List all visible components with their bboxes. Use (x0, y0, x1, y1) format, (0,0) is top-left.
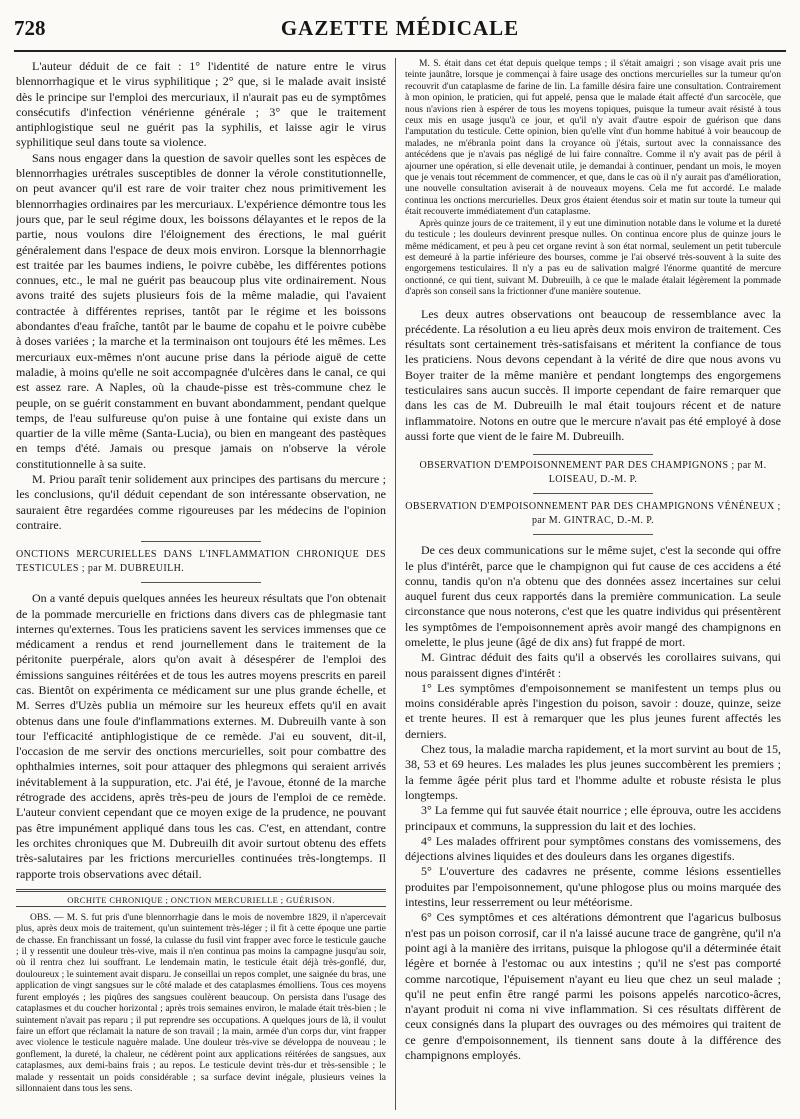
section-heading: OBSERVATION D'EMPOISONNEMENT PAR DES CHAMPIGNONS VÉNÉNEUX ; par M. GINTRAC, D.-M. P. (405, 501, 781, 527)
paragraph: L'auteur déduit de ce fait : 1° l'identité de nature entre le virus blennorrhagique et le virus syphilitique ; 2° que, si le malade avait insisté dès le principe sur l'emploi des mercuriaux, il n'aurait pas eu de symptômes consécutifs d'infection vénérienne générale ; 3° que le traitement antiphlogistique seul ne guérit pas la syphilis, et laisse agir le virus syphilitique seul dans toute sa violence. (16, 59, 386, 150)
section-rule (141, 541, 261, 542)
page-number: 728 (14, 16, 46, 40)
paragraph: 3° La femme qui fut sauvée était nourrice ; elle éprouva, outre les accidens principaux et communs, la suppression du lait et des lochies. (405, 803, 781, 833)
section-rule (533, 493, 653, 494)
paragraph: Les deux autres observations ont beaucoup de ressemblance avec la précédente. La résolution a eu lieu après deux mois environ de traitement. Ces résultats sont certainement très-satisfaisans et méritent la confiance de tous les praticiens. Nous devons cependant à la vérité de dire que nous avons vu Boyer traiter de la même manière et pendant longtemps des engorgemens testiculaires sans aucun succès. Il importe cependant de faire remarquer que dans les cas de M. Dubreuilh le mal était toujours récent et de nature inflammatoire. Notons en outre que le mercure n'avait pas été employé à dose aussi forte que vient de le faire M. Dubreuilh. (405, 306, 781, 443)
column-divider (395, 58, 396, 1110)
paragraph: Après quinze jours de ce traitement, il y eut une diminution notable dans le volume et la dureté du testicule ; les douleurs devinrent presque nulles. On continua encore plus de quinze jours le même médicament, et peu à peu cet organe revint à son état normal, seulement un petit tubercule est demeuré à la partie inférieure des bourses, comme je l'ai observé très-souvent à la suite des engorgemens testiculaires. Il n'y a pas eu de salivation malgré l'énorme quantité de mercure onctionné, ce qui tient, suivant M. Dubreuilh, à ce que le malade étalait légèrement la pommade d'après son conseil sans la frictionner d'une manière soutenue. (405, 218, 781, 298)
paragraph: De ces deux communications sur le même sujet, c'est la seconde qui offre le plus d'intérêt, parce que le champignon qui fut cause de ces accidens a été connu, tandis qu'on n'a obtenu que des données assez incertaines sur celui auquel furent dus ceux rapportés dans la première communication. La seule circonstance que nous noterons, c'est que les quatre individus qui présentèrent les symptômes de l'empoisonnement après avoir mangé des champignons en omelette, le plus jeune (âgé de dix ans) fut frappé de mort. (405, 543, 781, 649)
right-body-bottom (405, 543, 781, 1063)
left-body-top (16, 59, 386, 533)
paragraph: M. S. était dans cet état depuis quelque temps ; il s'était amaigri ; son visage avait pris une teinte jaunâtre, lorsque je commençai à faire usage des onctions mercurielles sur la tumeur qu'on recouvrit d'un cataplasme de farine de lin. La famille désira faire une consultation. Contrairement à mon opinion, le praticien, qui fut appelé, pensa que le malade était affecté d'un sarcocèle, que nous n'avions rien à espérer de tous les moyens topiques, puisque la tumeur avait résisté à tous ceux mis en usage jusqu'à ce jour, et qu'il n'y avait d'autre espoir de guérison que dans l'amputation du testicule. Cette opinion, bien qu'elle vînt d'un homme habitué à voir beaucoup de malades, ne m'ébranla point dans la croyance où j'étais, surtout avec la connaissance des antécédens que je n'avais pas négligé de lui faire connaître. Comme il n'y avait pas de péril à ajourner une opération, si elle devenait utile, je demandai à continuer, pendant un mois, le moyen que je venais tout récemment de commencer, et que, dans le cas où il n'y aurait pas d'amélioration, une nouvelle consultation aviserait à de nouveaux moyens. Cela me fut accordé. Le malade continua les onctions mercurielles. Deux gros étaient étendus soir et matin sur toute la tumeur qui était recouverte immédiatement d'un cataplasme. (405, 59, 781, 218)
left-body-bottom (16, 591, 386, 882)
paragraph: M. Priou paraît tenir solidement aux principes des partisans du mercure ; les conclusions, qu'il déduit cependant de son intéressante observation, ne sauraient être regardées comme rigoureuses par les médecins de l'opinion contraire. (16, 472, 386, 532)
paragraph: 6° Ces symptômes et ces altérations démontrent que l'agaricus bulbosus n'est pas un poison corrosif, car il n'a laissé aucune trace de gangrène, qu'il n'a point agi à la manière des irritans, puisque la phlogose qu'il a déterminée était légère et bornée à l'estomac ou aux intestins ; qu'il ne s'est pas comporté comme narcotique, l'épuisement n'ayant eu lieu que chez un seul malade ; qu'il ne peut enfin être rangé parmi les poisons appelés narcotico-âcres, n'ayant produit ni coma ni vive inflammation. Si ces résultats diffèrent de ceux consignés dans la plupart des ouvrages ou des mémoires qui traitent de ce genre d'empoisonnement, ils tiennent sans doute à la différence des champignons employés. (405, 910, 781, 1062)
section-rule (141, 582, 261, 583)
paragraph: OBS. — M. S. fut pris d'une blennorrhagie dans le mois de novembre 1829, il n'apercevait plus, après deux mois de traitement, qu'un suintement très-léger ; il fit à cette époque une partie de chasse. En franchissant un fossé, la culasse du fusil vint frapper avec force le testicule gauche ; il y ressentit une douleur très-vive, mais il n'en continua pas moins la campagne jusqu'au soir, où il rentra chez lui souffrant. Le lendemain matin, le testicule était déjà très-gonflé, dur, douloureux ; le suintement avait disparu. Je conseillai un repos complet, une saignée du bras, une application de vingt sangsues sur le côté malade et des cataplasmes émolliens. Tous ces moyens furent employés ; les piqûres des sangsues coulèrent beaucoup. On persista dans l'usage des cataplasmes et du coucher horizontal ; après trois semaines environ, le malade était très-bien ; le suintement n'avait pas reparu ; il put reprendre ses occupations. A quelques jours de là, il voulut faire un effort que réclamait la nature de son travail ; la main, armée d'un corps dur, vint frapper avec violence le testicule naguère malade. Une douleur très-vive se développa de nouveau ; le gonflement, la dureté, la chaleur, ne cédèrent point aux applications réitérées de sangsues, aux cataplasmes, aux demi-bains frais ; au repos. Le testicule devint très-dur et très-sensible ; le malade y ressentait un poids considérable ; sa surface devint inégale, plusieurs veines la sillonnaient dans tous les sens. (16, 912, 386, 1094)
left-column (16, 59, 386, 1109)
journal-title: GAZETTE MÉDICALE (280, 16, 520, 40)
section-heading: OBSERVATION D'EMPOISONNEMENT PAR DES CHAMPIGNONS ; par M. LOISEAU, D.-M. P. (419, 460, 767, 486)
paragraph: On a vanté depuis quelques années les heureux résultats que l'on obtenait de la pommade mercurielle en frictions dans divers cas de phlegmasie tant internes qu'externes. Tous les praticiens savent les services immenses que ce médicament a rendus et rend journellement dans le traitement de la péritonite puerpérale, alors qu'on avait à désespérer de l'emploi des émissions sanguines réitérées et de tous les autres moyens prescrits en pareil cas. Bientôt on expérimenta ce médicament sur une plus grande échelle, et M. Serres d'Uzès publia un mémoire sur les heureux effets qu'il en avait obtenus dans une foule d'inflammations externes. M. Dubreuilh vante à son tour l'efficacité antiphlogistique de ce remède. J'ai eu souvent, dit-il, l'occasion de me servir des onctions mercurielles, soit pour combattre des ophthalmies internes, soit pour attaquer des phlegmons qui seraient arrivés inévitablement à la suppuration, etc. J'ai été, je l'avoue, étonné de la marche rétrograde des accidens, après très-peu de jours de l'emploi de ce remède. L'auteur convient cependant que ce moyen exige de la prudence, ne pouvant pas être impunément appliqué dans tous les cas. C'est, en attendant, contre les orchites chroniques que M. Dubreuilh dit avoir surtout obtenu des effets très-salutaires par les frictions mercurielles continuées très-longtemps. Il rapporte trois observations avec détail. (16, 591, 386, 881)
right-body-top (405, 307, 781, 445)
paragraph: 4° Les malades offrirent pour symptômes constans des vomissemens, des déjections alvines liquides et des douleurs dans les organes digestifs. (405, 833, 781, 864)
section-rule (533, 534, 653, 535)
paragraph: Sans nous engager dans la question de savoir quelles sont les espèces de blennorrhagies urétrales susceptibles de donner la vérole constitutionnelle, on peut avancer qu'il est rare de voir traiter chez nous primitivement les blennorrhagies ordinaires par les mercuriaux. L'expérience démontre tous les jours que, par le seul régime doux, les boissons délayantes et le repos de la partie, nous voulons dire l'éloignement des érections, le mal guérit généralement dans l'espace de deux mois environ. Lorsque la blennorrhagie est traitée par les baumes indiens, le poivre cubèbe, les différentes potions connues, etc., le mal ne guérit pas beaucoup plus vite ordinairement. Nous avons traité des sujets plusieurs fois de la même maladie, qui l'avaient contractée à différentes reprises, tantôt par le régime et les boissons abondantes d'eau fraîche, tantôt par le baume de copahu et le poivre cubèbe à doses variées ; la marche et la terminaison ont toujours été les mêmes. Les mercuriaux eux-mêmes n'ont aucune prise dans la période aiguë de cette maladie, à moins qu'elle ne soit accompagnée d'ulcères dans le canal, ce qui est assez rare. A Naples, où la chaude-pisse est très-commune chez le peuple, on se guérit constamment en buvant abondamment, pendant quelque temps, de l'eau sulfureuse qu'on puise à une fontaine qui existe dans un quartier de la ville même (Santa-Lucia), ou bien en mangeant des pastèques en temps d'été. Jamais ou presque jamais on n'observe la vérole constitutionnelle à sa suite. (16, 150, 386, 471)
paragraph: M. Gintrac déduit des faits qu'il a observés les corollaires suivans, qui nous paraissent dignes d'intérêt : (405, 650, 781, 680)
section-rule (533, 454, 653, 455)
paragraph: 5° L'ouverture des cadavres ne présente, comme lésions essentielles produites par l'empoisonnement, qu'une phlogose plus ou moins marquée des intestins, leur resserrement ou leur météorisme. (405, 864, 781, 910)
paragraph: Chez tous, la maladie marcha rapidement, et la mort survint au bout de 15, 38, 53 et 69 heures. Les malades les plus jeunes succombèrent les premiers ; la femme âgée périt plus tard et l'homme adulte et robuste résista le plus longtemps. (405, 742, 781, 802)
observation-label: ORCHITE CHRONIQUE ; ONCTION MERCURIELLE ; GUÉRISON. (67, 894, 335, 905)
paragraph: 1° Les symptômes d'empoisonnement se manifestent un temps plus ou moins considérable après l'ingestion du poison, savoir : douze, quinze, seize et trente heures. Il est à remarquer que les plus jeunes furent affectés les derniers. (405, 680, 781, 741)
right-column (405, 59, 781, 1109)
header-rule (14, 50, 786, 52)
observation-text (16, 913, 386, 1096)
observation-rule (16, 889, 386, 892)
observation-rule (16, 906, 386, 907)
section-heading: ONCTIONS MERCURIELLES DANS L'INFLAMMATION CHRONIQUE DES TESTICULES ; par M. DUBREUILH. (16, 549, 386, 575)
observation-continued (405, 59, 781, 299)
